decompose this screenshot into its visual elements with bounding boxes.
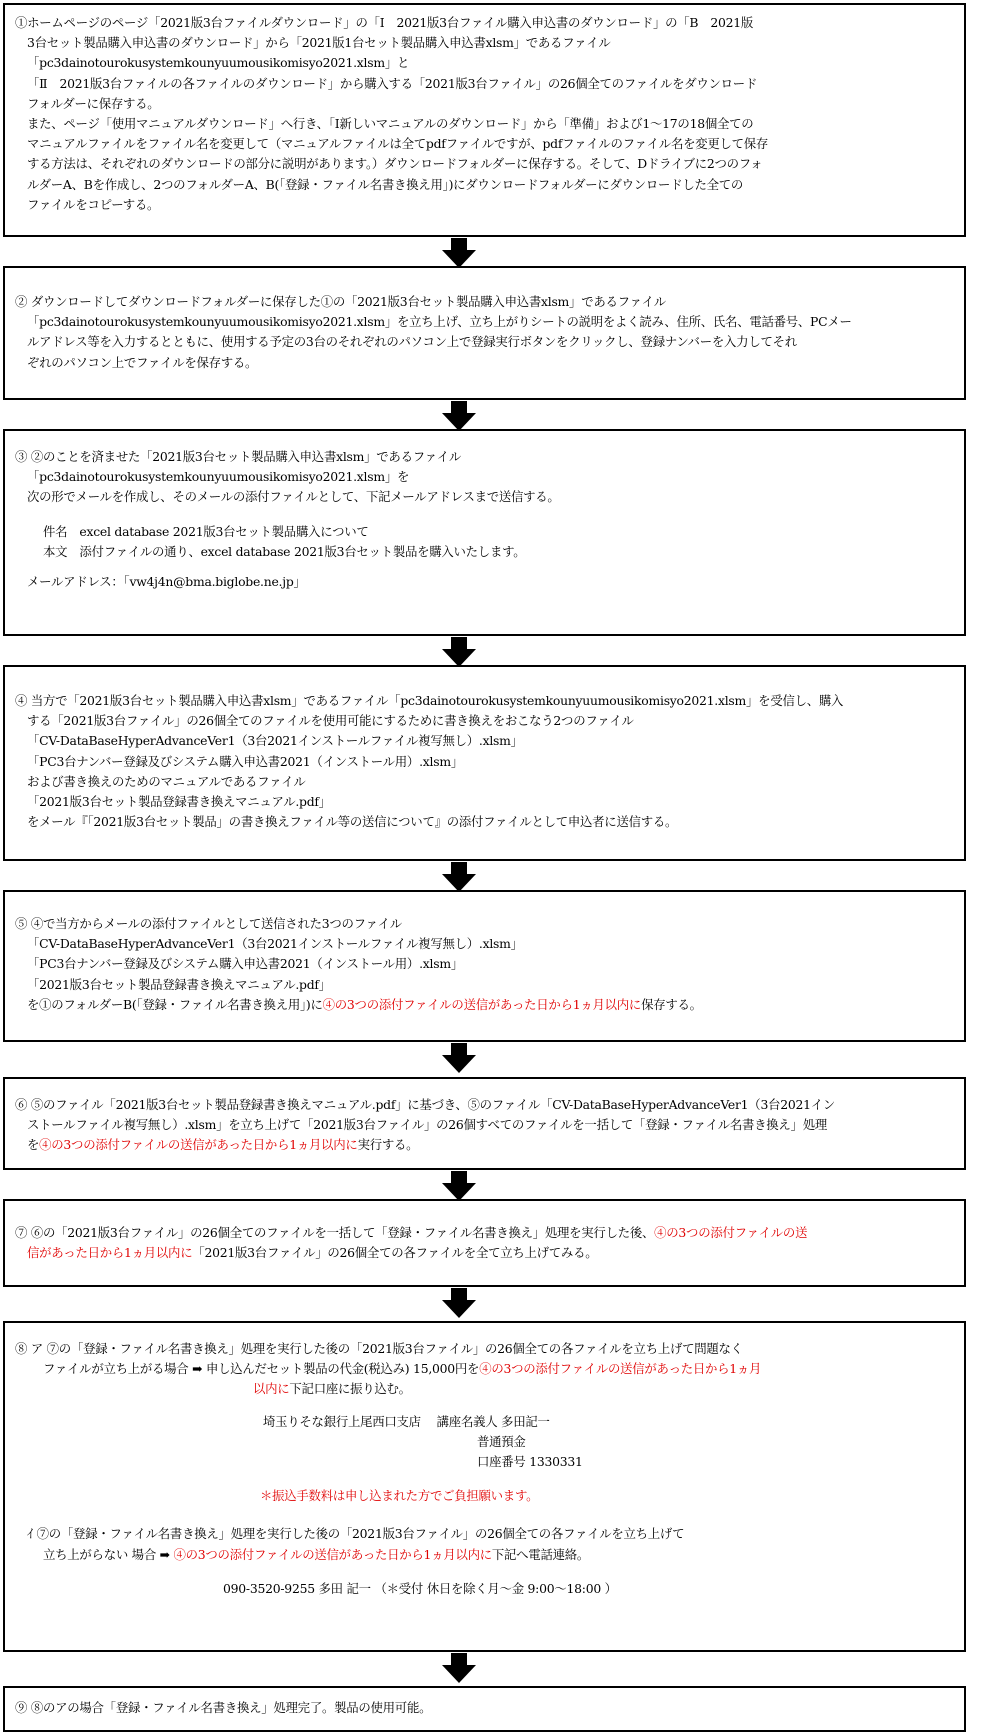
step-3-box [3, 429, 966, 636]
deadline-text: 以内に [253, 1381, 290, 1397]
step-7-box [3, 1199, 966, 1287]
down-arrow-icon [442, 862, 476, 892]
step-1-line: する方法は、それぞれのダウンロードの部分に説明があります。）ダウンロードフォルダーに保存する。そして、Dドライブに2つのフォ [27, 156, 763, 172]
step-4-line: 「CV-DataBaseHyperAdvanceVer1（3台2021インストールファイル複写無し）.xlsm」 [27, 733, 523, 749]
step-3-line: 「pc3dainotourokusystemkounyuumousikomisyo2021.xlsm」を [27, 469, 410, 485]
fee-note: ＊振込手数料は申し込まれた方でご負担願います。 [260, 1488, 539, 1504]
step-1-line: ルダーA、Bを作成し、2つのフォルダーA、B(「登録・ファイル名書き換え用」)にダウンロードフォルダーにダウンロードした全ての [27, 176, 744, 192]
account-number: 口座番号 1330331 [477, 1454, 583, 1470]
option-i-line: 立ち上がらない 場合 ➡ ④の3つの添付ファイルの送信があった日から1ヵ月以内に下記へ電話連絡。 [43, 1546, 590, 1562]
step-6-line: を④の3つの添付ファイルの送信があった日から1ヵ月以内に実行する。 [27, 1137, 419, 1153]
step-4-line: をメール『「2021版3台セット製品」の書き換えファイル等の送信について』の添付ファイルとして申込者に送信する。 [27, 814, 678, 830]
step-1-line: ファイルをコピーする。 [27, 196, 160, 212]
step-3-line: 次の形でメールを作成し、そのメールの添付ファイルとして、下記メールアドレスまで送信する。 [27, 489, 560, 505]
step-1-line: ①ホームページのページ「2021版3台ファイルダウンロード」の「Ⅰ 2021版3台ファイル購入申込書のダウンロード」の「B 2021版 [15, 15, 754, 30]
step-4-line: 「2021版3台セット製品登録書き換えマニュアル.pdf」 [27, 794, 331, 810]
down-arrow-icon [442, 1288, 476, 1318]
step-7-line: 信があった日から1ヵ月以内に「2021版3台ファイル」の26個全ての各ファイルを全て立ち上げてみる。 [27, 1245, 598, 1261]
down-arrow-icon [442, 1043, 476, 1073]
step-1-line: 「Ⅱ 2021版3台ファイルの各ファイルのダウンロード」から購入する「2021版3台ファイル」の26個全てのファイルをダウンロード [27, 75, 758, 91]
step-1-line: 3台セット製品購入申込書のダウンロード」から「2021版1台セット製品購入申込書xlsm」であるファイル [27, 35, 611, 51]
step-2-box [3, 266, 966, 400]
option-a-line: ⑧ ア ⑦の「登録・ファイル名書き換え」処理を実行した後の「2021版3台ファイル」の26個全ての各ファイルを立ち上げて問題なく [15, 1341, 743, 1356]
step-3-line: ③ ②のことを済ませた「2021版3台セット製品購入申込書xlsm」であるファイル [15, 449, 462, 464]
mail-address: メールアドレス：「vw4j4n@bma.biglobe.ne.jp」 [27, 574, 306, 590]
deadline-text: ④の3つの添付ファイルの送信があった日から1ヵ月以内に [173, 1546, 492, 1562]
down-arrow-icon [442, 1653, 476, 1683]
down-arrow-icon [442, 238, 476, 268]
step-4-box [3, 665, 966, 861]
step-4-line: および書き換えのためのマニュアルであるファイル [27, 773, 306, 789]
step-7-line: ⑦ ⑥の「2021版3台ファイル」の26個全てのファイルを一括して「登録・ファイル名書き換え」処理を実行した後、④の3つの添付ファイルの送 [15, 1225, 808, 1240]
down-arrow-icon [442, 401, 476, 431]
step-1-box [3, 3, 966, 237]
option-a-line: ファイルが立ち上がる場合 ➡ 申し込んだセット製品の代金(税込み) 15,000円を④の3つの添付ファイルの送信があった日から1ヵ月 [43, 1361, 762, 1377]
step-1-line: また、ページ「使用マニュアルダウンロード」へ行き、「Ⅰ新しいマニュアルのダウンロード」から「準備」および1～17の18個全ての [27, 116, 754, 132]
phone-contact: 090-3520-9255 多田 記一 （＊受付 休日を除く月～金 9:00～18:00 ） [223, 1580, 617, 1596]
step-2-line: 「pc3dainotourokusystemkounyuumousikomisyo2021.xlsm」を立ち上げ、立ち上がりシートの説明をよく読み、住所、氏名、電話番号、PCメー [27, 314, 852, 330]
step-4-line: 「PC3台ナンバー登録及びシステム購入申込書2021（インストール用）.xlsm」 [27, 753, 463, 769]
step-5-line: 「CV-DataBaseHyperAdvanceVer1（3台2021インストールファイル複写無し）.xlsm」 [27, 936, 523, 952]
down-arrow-icon [442, 1171, 476, 1201]
option-a-line: 以内に下記口座に振り込む。 [253, 1381, 411, 1397]
deposit-type: 普通預金 [477, 1433, 526, 1449]
step-1-line: マニュアルファイルをファイル名を変更して（マニュアルファイルは全てpdfファイルですが、pdfファイルのファイル名を変更して保存 [27, 136, 769, 152]
step-6-line: ストールファイル複写無し）.xlsm」を立ち上げて「2021版3台ファイル」の26個すべてのファイルを一括して「登録・ファイル名書き換え」処理 [27, 1117, 827, 1133]
step-2-line: ② ダウンロードしてダウンロードフォルダーに保存した①の「2021版3台セット製品購入申込書xlsm」であるファイル [15, 294, 666, 309]
step-4-line: ④ 当方で「2021版3台セット製品購入申込書xlsm」であるファイル「pc3dainotourokusystemkounyuumousikomisyo2021.xlsm」を受信し、購入 [15, 693, 844, 708]
step-4-line: する「2021版3台ファイル」の26個全てのファイルを使用可能にするために書き換えをおこなう2つのファイル [27, 713, 634, 729]
step-5-line: 「2021版3台セット製品登録書き換えマニュアル.pdf」 [27, 976, 331, 992]
step-2-line: ぞれのパソコン上でファイルを保存する。 [27, 354, 258, 370]
step-2-line: ルアドレス等を入力するとともに、使用する予定の3台のそれぞれのパソコン上で登録実行ボタンをクリックし、登録ナンバーを入力してそれ [27, 334, 797, 350]
step-5-line: 「PC3台ナンバー登録及びシステム購入申込書2021（インストール用）.xlsm」 [27, 956, 463, 972]
step-5-line: を①のフォルダーB(「登録・ファイル名書き換え用」)に④の3つの添付ファイルの送信があった日から1ヵ月以内に保存する。 [27, 996, 702, 1012]
step-6-line: ⑥ ⑤のファイル「2021版3台セット製品登録書き換えマニュアル.pdf」に基づき、⑤のファイル「CV-DataBaseHyperAdvanceVer1（3台2021イン [15, 1097, 836, 1112]
deadline-text: ④の3つの添付ファイルの送信があった日から1ヵ月以内に [322, 996, 642, 1012]
step-9-line: ⑨ ⑧のアの場合「登録・ファイル名書き換え」処理完了。製品の使用可能。 [15, 1700, 432, 1715]
step-1-line: 「pc3dainotourokusystemkounyuumousikomisyo2021.xlsm」と [27, 55, 410, 71]
step-6-box [3, 1077, 966, 1170]
step-5-box [3, 890, 966, 1042]
deadline-text: ④の3つの添付ファイルの送信があった日から1ヵ月 [479, 1361, 762, 1377]
down-arrow-icon [442, 637, 476, 667]
deadline-text: ④の3つの添付ファイルの送 [654, 1225, 808, 1240]
bank-name: 埼玉りそな銀行上尾西口支店 講座名義人 多田記一 [263, 1413, 550, 1429]
deadline-text: ④の3つの添付ファイルの送信があった日から1ヵ月以内に [39, 1137, 358, 1153]
step-5-line: ⑤ ④で当方からメールの添付ファイルとして送信された3つのファイル [15, 916, 402, 931]
step-1-line: フォルダーに保存する。 [27, 95, 160, 111]
step-8-box [3, 1321, 966, 1652]
deadline-text: 信があった日から1ヵ月以内に [27, 1245, 193, 1261]
mail-body: 本文 添付ファイルの通り、excel database 2021版3台セット製品を購入いたします。 [43, 543, 526, 559]
mail-subject: 件名 excel database 2021版3台セット製品購入について [43, 523, 369, 539]
option-i-line: ｲ ⑦の「登録・ファイル名書き換え」処理を実行した後の「2021版3台ファイル」の26個全ての各ファイルを立ち上げて [27, 1526, 685, 1542]
step-9-box [3, 1686, 966, 1732]
